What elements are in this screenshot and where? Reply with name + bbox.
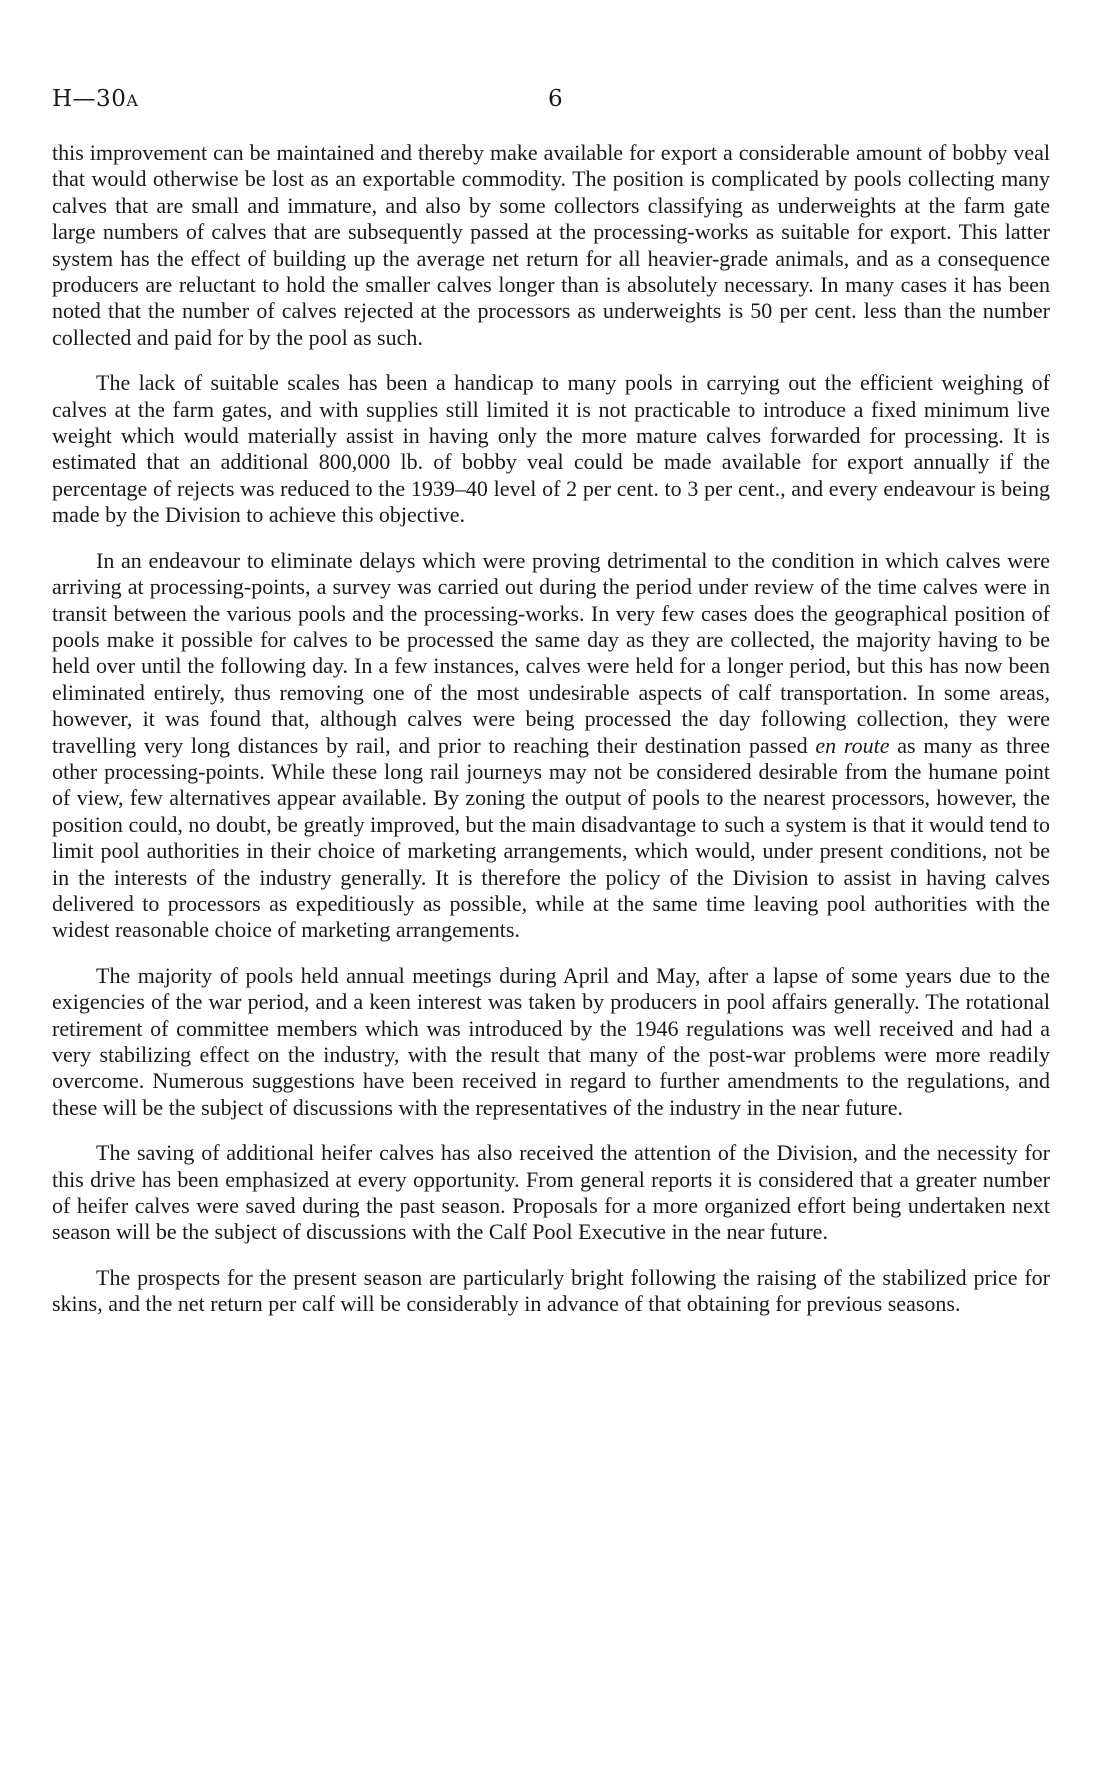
paragraph-scales: The lack of suitable scales has been a handicap to many pools in carrying out the efficient weighing of calves at the farm gates, and with supplies still limited it is not practicable to introduce a fixed minimum live weight which would materially assist in having only the more mature calves forwarded for processing. It is estimated that an additional 800,000 lb. of bobby veal could be made available for export annually if the percentage of rejects was reduced to the 1939–40 level of 2 per cent. to 3 per cent., and every endeavour is being made by the Division to achieve this objective. <box>52 370 1050 528</box>
paragraph-continuation: this improvement can be maintained and thereby make available for export a considerable amount of bobby veal that would otherwise be lost as an exportable commodity. The position is complicated by pools collecting many calves that are small and immature, and also by some collectors classifying as underweights at the farm gate large numbers of calves that are subsequently passed at the processing-works as suitable for export. This latter system has the effect of building up the average net return for all heavier-grade animals, and as a consequence producers are reluctant to hold the smaller calves longer than is absolutely necessary. In many cases it has been noted that the number of calves rejected at the processors as underweights is 50 per cent. less than the number collected and paid for by the pool as such. <box>52 140 1050 350</box>
paragraph-heifer-calves: The saving of additional heifer calves has also received the attention of the Division, and the necessity for this drive has been emphasized at every opportunity. From general reports it is considered that a greater number of heifer calves were saved during the past season. Proposals for a more organized effort being undertaken next season will be the subject of discussions with the Calf Pool Executive in the near future. <box>52 1140 1050 1245</box>
paragraph-transit-text-start: In an endeavour to eliminate delays which were proving detrimental to the condition in which calves were arriving at processing-points, a survey was carried out during the period under review of the time calves were in transit between the various pools and the processing-works. In very few cases does the geographical position of pools make it possible for calves to be processed the same day as they are collected, the majority having to be held over until the following day. In a few instances, calves were held for a longer period, but this has now been eliminated entirely, thus removing one of the most undesirable aspects of calf transportation. In some areas, however, it was found that, although calves were being processed the day following collection, they were travelling very long distances by rail, and prior to reaching their destination passed <box>52 547 1050 758</box>
italic-phrase: en route <box>815 732 890 758</box>
paragraph-transit-text-end: as many as three other processing-points. While these long rail journeys may not be considered desirable from the humane point of view, few alternatives appear available. By zoning the output of pools to the nearest processors, however, the position could, no doubt, be greatly improved, but the main disadvantage to such a system is that it would tend to limit pool authorities in their choice of marketing arrangements, which would, under present conditions, not be in the interests of the industry generally. It is therefore the policy of the Division to assist in having calves delivered to processors as expeditiously as possible, while at the same time leaving pool authorities with the widest reasonable choice of marketing arrangements. <box>52 732 1050 943</box>
document-reference-suffix: A <box>126 91 139 110</box>
page-header <box>52 86 1052 120</box>
document-reference-main: H—30 <box>52 86 127 112</box>
page-number: 6 <box>548 86 563 112</box>
document-reference <box>52 86 138 112</box>
body-text <box>52 140 1050 1318</box>
paragraph-annual-meetings: The majority of pools held annual meetings during April and May, after a lapse of some years due to the exigencies of the war period, and a keen interest was taken by producers in pool affairs generally. The rotational retirement of committee members which was introduced by the 1946 regulations was well received and had a very stabilizing effect on the industry, with the result that many of the post-war problems were more readily overcome. Numerous suggestions have been received in regard to further amendments to the regulations, and these will be the subject of discussions with the representatives of the industry in the near future. <box>52 962 1050 1120</box>
paragraph-prospects: The prospects for the present season are particularly bright following the raising of the stabilized price for skins, and the net return per calf will be considerably in advance of that obtaining for previous seasons. <box>52 1264 1050 1317</box>
paragraph-transit-delays <box>52 548 1050 944</box>
